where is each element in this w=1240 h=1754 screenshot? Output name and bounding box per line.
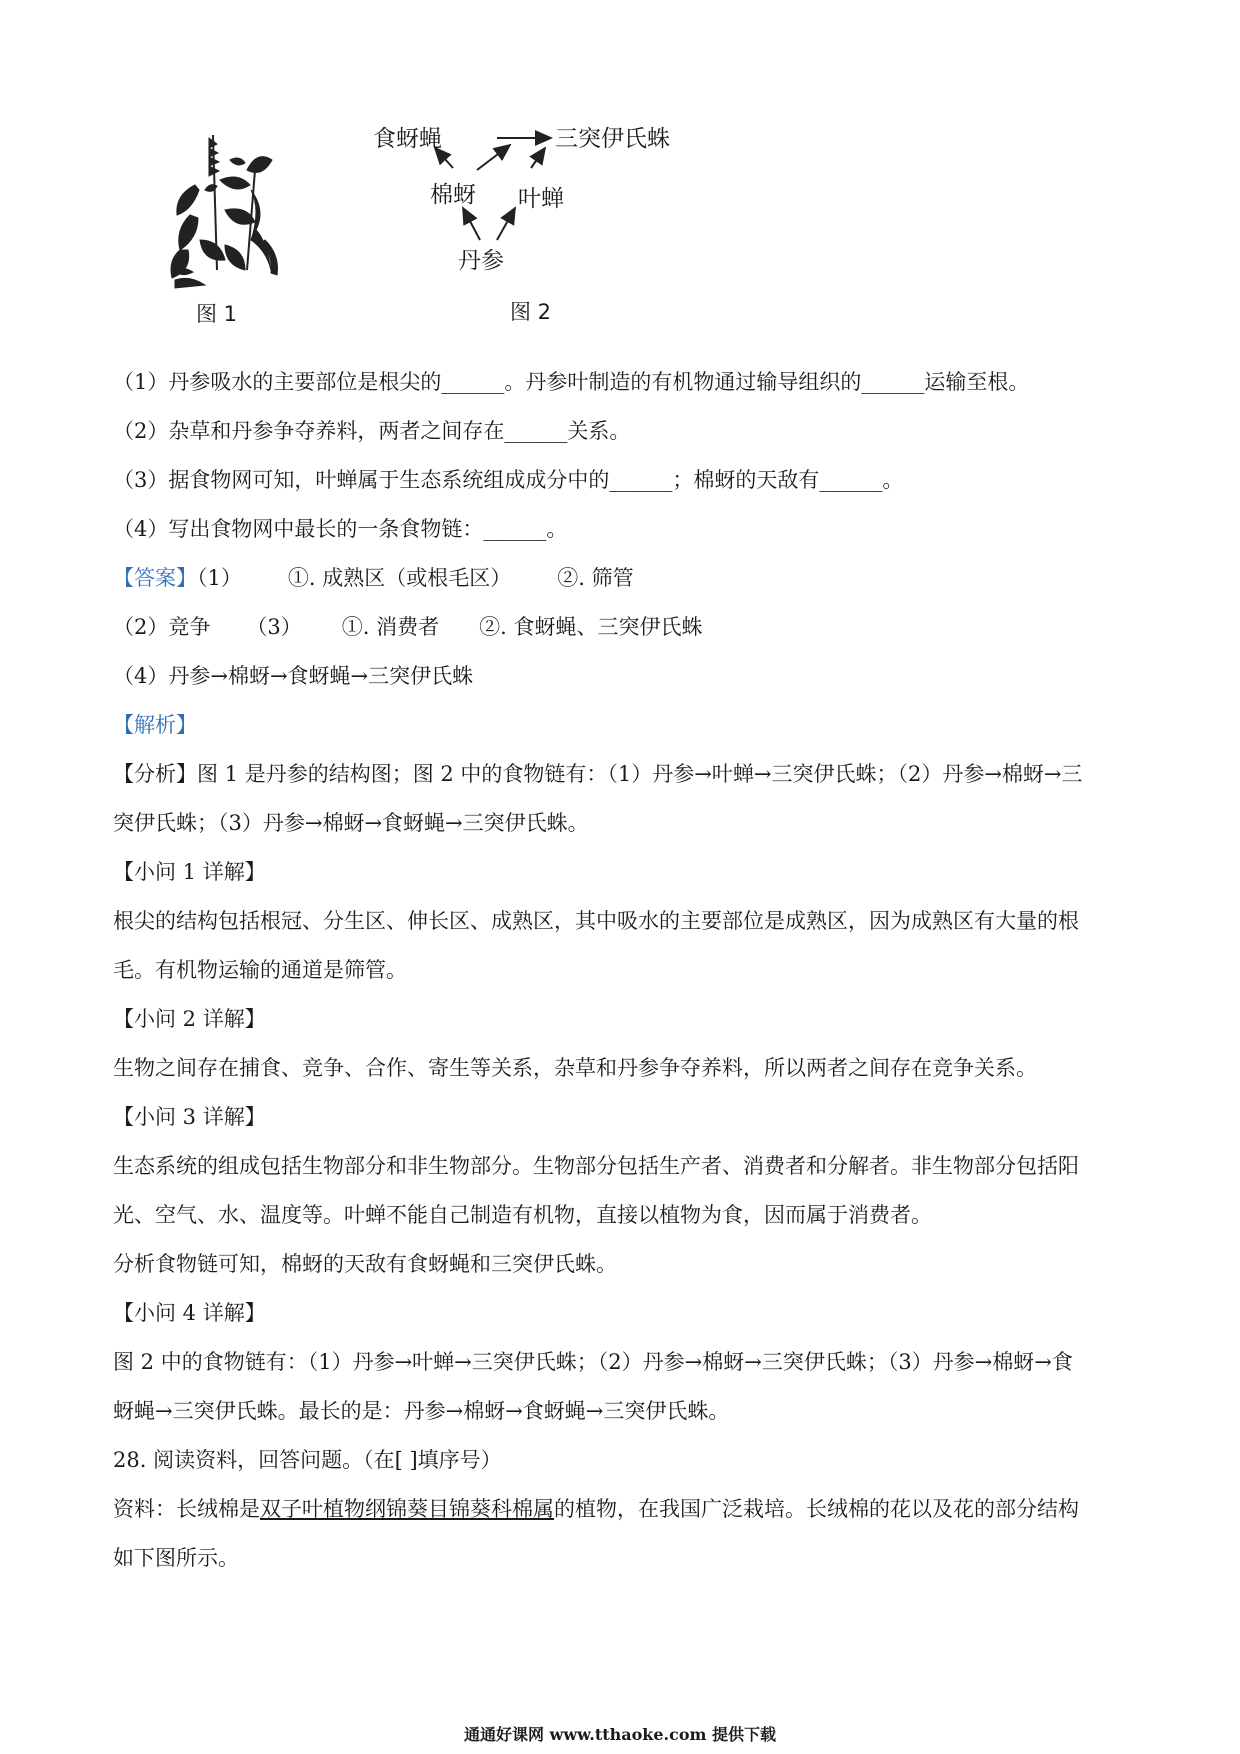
figure1-caption: 图 1 [196,302,238,326]
node-plant: 丹参 [458,248,504,274]
sub-question-4-line2: 蚜蝇→三突伊氏蛛。最长的是：丹参→棉蚜→食蚜蝇→三突伊氏蛛。 [113,1399,730,1423]
question-28-material-line2: 如下图所示。 [113,1546,239,1570]
salvia-plant-illustration [165,130,295,295]
answer-3-part1: ①. 消费者 [341,615,440,639]
question-4: （4）写出食物网中最长的一条食物链：______。 [113,517,568,541]
sub-question-1-line2: 毛。有机物运输的通道是筛管。 [113,958,407,982]
arrow-plant-to-leafhopper [497,208,515,240]
sub-question-2-line1: 生物之间存在捕食、竞争、合作、寄生等关系，杂草和丹参争夺养料，所以两者之间存在竞争关系。 [113,1056,1037,1080]
analysis-intro-line2: 突伊氏蛛；（3）丹参→棉蚜→食蚜蝇→三突伊氏蛛。 [113,811,589,835]
question-28-title: 28. 阅读资料，回答问题。（在[ ]填序号） [113,1448,502,1472]
sub-question-3-line1: 生态系统的组成包括生物部分和非生物部分。生物部分包括生产者、消费者和分解者。非生物部分包括阳 [113,1154,1079,1178]
question-2: （2）杂草和丹参争夺养料，两者之间存在______关系。 [113,419,631,443]
node-spider: 三突伊氏蛛 [555,126,670,152]
sub-question-2-title: 【小问 2 详解】 [113,1007,266,1031]
question-3: （3）据食物网可知，叶蝉属于生态系统组成成分中的______；棉蚜的天敌有______。 [113,468,904,492]
arrow-leafhopper-to-spider [531,148,545,168]
answer-3-part2: ②. 食蚜蝇、三突伊氏蛛 [479,615,703,639]
arrow-aphid-to-spider [477,145,510,170]
answer-1-part1: ①. 成熟区（或根毛区） [287,566,512,590]
arrow-plant-to-aphid [463,208,480,240]
question-28-material-line1 [113,1495,1079,1523]
answer-4: （4）丹参→棉蚜→食蚜蝇→三突伊氏蛛 [113,664,474,688]
sub-question-1-line1: 根尖的结构包括根冠、分生区、伸长区、成熟区，其中吸水的主要部位是成熟区，因为成熟区有大量的根 [113,909,1079,933]
figure2-caption: 图 2 [510,300,552,324]
answer-3-number: （3） [246,615,302,639]
answer-2: （2）竞争 [113,615,211,639]
answer-line-2 [113,613,702,641]
answer-1-part2: ②. 筛管 [557,566,634,590]
sub-question-3-title: 【小问 3 详解】 [113,1105,266,1129]
sub-question-4-line1: 图 2 中的食物链有：（1）丹参→叶蝉→三突伊氏蛛；（2）丹参→棉蚜→三突伊氏蛛；（3）丹参→棉蚜→食 [113,1350,1073,1374]
analysis-label: 【解析】 [113,713,197,737]
material-underlined-classification: 双子叶植物纲锦葵目锦葵科棉属 [260,1497,554,1521]
answer-label: 【答案】 [113,566,197,590]
answer-line-1 [113,564,634,592]
material-suffix: 的植物，在我国广泛栽培。长绒棉的花以及花的部分结构 [554,1497,1079,1521]
answer-1-number: （1） [197,566,242,590]
sub-question-4-title: 【小问 4 详解】 [113,1301,266,1325]
sub-question-3-line3: 分析食物链可知，棉蚜的天敌有食蚜蝇和三突伊氏蛛。 [113,1252,617,1276]
page-footer: 通通好课网 www.tthaoke.com 提供下载 [463,1725,777,1744]
analysis-intro-line1: 【分析】图 1 是丹参的结构图；图 2 中的食物链有：（1）丹参→叶蝉→三突伊氏蛛；（2）丹参→棉蚜→三 [113,762,1083,786]
food-web-diagram [373,118,695,303]
node-aphid: 棉蚜 [430,182,476,208]
question-1: （1）丹参吸水的主要部位是根尖的______。丹参叶制造的有机物通过输导组织的______运输至根。 [113,370,1030,394]
node-leafhopper: 叶蝉 [518,186,564,212]
material-prefix: 资料：长绒棉是 [113,1497,260,1521]
node-predator-fly: 食蚜蝇 [373,126,442,152]
sub-question-1-title: 【小问 1 详解】 [113,860,266,884]
sub-question-3-line2: 光、空气、水、温度等。叶蝉不能自己制造有机物，直接以植物为食，因而属于消费者。 [113,1203,932,1227]
